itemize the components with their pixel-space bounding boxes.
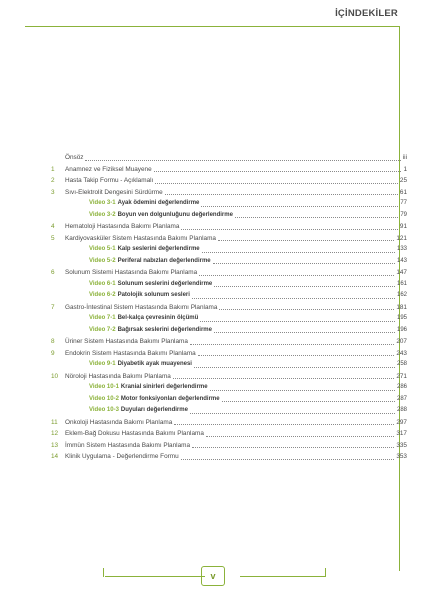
dot-leader — [202, 251, 395, 253]
toc-entry[interactable] — [51, 440, 407, 452]
table-of-contents — [51, 152, 407, 463]
toc-video-entry[interactable] — [51, 382, 407, 394]
toc-page-number: 133 — [396, 246, 407, 252]
toc-entry-text: Kalp seslerini değerlendirme — [117, 246, 200, 252]
page-number: v — [201, 566, 225, 586]
toc-entry-text: Hasta Takip Formu - Açıklamalı — [65, 177, 154, 184]
toc-page-number: 243 — [396, 349, 407, 357]
toc-entry-title — [65, 233, 216, 245]
toc-page-number: 77 — [400, 200, 407, 206]
toc-entry[interactable] — [51, 233, 407, 245]
toc-entry-text: Duyuları değerlendirme — [120, 407, 188, 413]
toc-entry-number: 14 — [51, 453, 59, 460]
toc-entry-title — [65, 451, 179, 463]
toc-entry[interactable] — [51, 336, 407, 348]
toc-entry-number: 7 — [51, 303, 55, 311]
toc-page-number: 196 — [396, 326, 407, 333]
video-label: Video 6-2 — [89, 292, 116, 298]
toc-entry-text: Onkoloji Hastasında Bakımı Planlama — [65, 418, 173, 426]
toc-entry-text: Bel-kalça çevresinin ölçümü — [117, 315, 199, 321]
toc-page-number: 61 — [399, 188, 407, 196]
toc-entry-number: 13 — [51, 441, 59, 449]
toc-entry-number: 9 — [51, 349, 55, 357]
toc-entry[interactable] — [51, 371, 407, 383]
toc-entry-text: Bağırsak seslerini değerlendirme — [117, 326, 212, 333]
toc-page-number: 317 — [396, 430, 407, 437]
toc-entry[interactable] — [51, 267, 407, 279]
toc-entry-text: Önsöz — [65, 154, 84, 161]
toc-entry[interactable] — [51, 302, 407, 314]
dot-leader — [222, 400, 395, 402]
toc-entry[interactable] — [51, 221, 407, 233]
toc-entry-title — [65, 348, 196, 360]
toc-entry[interactable] — [51, 175, 407, 187]
toc-page-number: 147 — [396, 269, 407, 276]
toc-entry-number: 11 — [51, 418, 58, 426]
toc-entry-title — [65, 394, 220, 406]
toc-page-number: 143 — [396, 257, 407, 264]
dot-leader — [219, 308, 394, 310]
toc-page-number: 121 — [396, 234, 407, 242]
dot-leader — [154, 170, 402, 172]
dot-leader — [213, 262, 395, 264]
dot-leader — [218, 239, 394, 241]
toc-video-entry[interactable] — [51, 290, 407, 302]
toc-entry-title — [65, 371, 171, 383]
page-header-title: İÇİNDEKİLER — [335, 8, 398, 19]
toc-entry-title — [65, 221, 179, 233]
toc-page-number: 335 — [396, 441, 407, 449]
toc-entry[interactable] — [51, 417, 407, 429]
toc-entry-text: Motor fonksiyonları değerlendirme — [120, 395, 220, 402]
toc-page-number: 297 — [396, 418, 407, 426]
toc-entry-text: Kranial sinirleri değerlendirme — [120, 384, 208, 390]
toc-page-number: 258 — [396, 361, 407, 367]
toc-entry-title — [65, 336, 188, 348]
footer-notch-right — [325, 568, 326, 577]
video-label: Video 3-1 — [89, 200, 116, 206]
toc-page-number: 271 — [396, 372, 407, 380]
toc-entry-title — [65, 187, 163, 199]
dot-leader — [190, 412, 395, 414]
video-label: Video 5-2 — [89, 257, 116, 264]
toc-video-entry[interactable] — [51, 359, 407, 371]
toc-page-number: 353 — [396, 453, 407, 460]
toc-video-entry[interactable] — [51, 210, 407, 222]
dot-leader — [165, 193, 398, 195]
toc-entry-text: Endokrin Sistem Hastasında Bakımı Planlama — [65, 349, 196, 357]
dot-leader — [214, 285, 395, 287]
toc-entry-title — [65, 267, 197, 279]
toc-entry-text: Kardiyovasküler Sistem Hastasında Bakımı Planlama — [65, 234, 216, 242]
toc-entry[interactable] — [51, 187, 407, 199]
toc-page-number: 207 — [396, 338, 407, 345]
video-label: Video 9-1 — [89, 361, 116, 367]
toc-video-entry[interactable] — [51, 244, 407, 256]
toc-entry-text: Sıvı-Elektrolit Dengesini Sürdürme — [65, 188, 163, 196]
toc-entry[interactable] — [51, 451, 407, 463]
dot-leader — [173, 377, 394, 379]
dot-leader — [199, 274, 394, 276]
toc-entry-title — [65, 198, 199, 210]
video-label: Video 5-1 — [89, 246, 116, 252]
toc-entry-text: Üriner Sistem Hastasında Bakımı Planlama — [65, 338, 188, 345]
toc-entry-number: 5 — [51, 234, 55, 242]
toc-page-number: 287 — [396, 395, 407, 402]
footer-rule-right — [240, 576, 325, 577]
toc-entry-title — [65, 405, 188, 417]
toc-page-number: 1 — [403, 165, 407, 173]
toc-entry-title — [65, 279, 212, 291]
dot-leader — [198, 354, 395, 356]
toc-entry-title — [65, 440, 190, 452]
toc-entry-text: Hematoloji Hastasında Bakımı Planlama — [65, 223, 180, 230]
toc-page-number: 91 — [399, 223, 407, 230]
toc-entry-text: Gastro-İntestinal Sistem Hastasında Bakımı Planlama — [65, 303, 218, 311]
footer-notch-left — [103, 568, 104, 577]
toc-entry-text: Boyun ven dolgunluğunu değerlendirme — [117, 211, 233, 218]
toc-video-entry[interactable] — [51, 394, 407, 406]
toc-entry-number: 12 — [51, 430, 59, 437]
toc-entry-text: Solunum seslerini değerlendirme — [117, 280, 213, 287]
dot-leader — [201, 205, 398, 207]
toc-page-number: 161 — [396, 280, 407, 287]
toc-page-number: iii — [402, 154, 407, 161]
toc-entry-text: Ayak ödemini değerlendirme — [117, 200, 200, 206]
dot-leader — [174, 423, 394, 425]
toc-entry-title — [65, 244, 200, 256]
toc-entry-number: 4 — [51, 223, 55, 230]
toc-entry-text: Diyabetik ayak muayenesi — [117, 361, 192, 367]
toc-entry-number: 1 — [51, 165, 55, 173]
dot-leader — [85, 159, 400, 161]
dot-leader — [190, 343, 394, 345]
toc-entry-title — [65, 313, 198, 325]
toc-video-entry[interactable] — [51, 256, 407, 268]
dot-leader — [235, 216, 398, 218]
toc-page-number: 162 — [396, 292, 407, 298]
toc-entry-title — [65, 382, 208, 394]
video-label: Video 7-1 — [89, 315, 116, 321]
toc-entry-title — [65, 290, 190, 302]
top-rule — [25, 26, 400, 27]
toc-entry-title — [65, 256, 211, 268]
video-label: Video 3-2 — [89, 211, 116, 218]
toc-entry-text: Solunum Sistemi Hastasında Bakımı Planlama — [65, 269, 198, 276]
toc-entry-text: Eklem-Bağ Dokusu Hastasında Bakımı Planlama — [65, 430, 204, 437]
toc-entry-number: 6 — [51, 269, 55, 276]
toc-entry-text: Nöroloji Hastasında Bakımı Planlama — [65, 372, 171, 380]
toc-page-number: 79 — [400, 211, 407, 218]
dot-leader — [192, 297, 395, 299]
dot-leader — [210, 389, 395, 391]
toc-page-number: 181 — [396, 303, 407, 311]
toc-entry-number: 3 — [51, 188, 55, 196]
dot-leader — [214, 331, 395, 333]
toc-video-entry[interactable] — [51, 279, 407, 291]
toc-video-entry[interactable] — [51, 313, 407, 325]
toc-video-entry[interactable] — [51, 325, 407, 337]
toc-page-number: 288 — [396, 407, 407, 413]
toc-entry-text: Periferal nabızları değerlendirme — [117, 257, 211, 264]
video-label: Video 10-3 — [89, 407, 119, 413]
toc-entry-title — [65, 417, 172, 429]
toc-entry-title — [65, 428, 204, 440]
toc-video-entry[interactable] — [51, 198, 407, 210]
dot-leader — [200, 320, 395, 322]
toc-entry-title — [65, 152, 83, 164]
toc-entry-title — [65, 164, 152, 176]
toc-video-entry[interactable] — [51, 405, 407, 417]
dot-leader — [192, 446, 394, 448]
toc-page-number: 195 — [396, 315, 407, 321]
toc-entry-title — [65, 175, 153, 187]
toc-entry-text: Patolojik solunum sesleri — [117, 292, 190, 298]
toc-entry[interactable] — [51, 348, 407, 360]
dot-leader — [206, 435, 394, 437]
dot-leader — [155, 182, 398, 184]
toc-entry-number: 2 — [51, 177, 55, 184]
toc-entry[interactable] — [51, 428, 407, 440]
toc-entry-number: 10 — [51, 372, 59, 380]
dot-leader — [181, 458, 395, 460]
dot-leader — [194, 366, 395, 368]
footer-rule-left — [105, 576, 205, 577]
toc-page-number: 286 — [396, 384, 407, 390]
toc-entry-number: 8 — [51, 338, 55, 345]
toc-entry-text: İmmün Sistem Hastasında Bakımı Planlama — [65, 441, 191, 449]
dot-leader — [181, 228, 398, 230]
toc-entry-title — [65, 325, 212, 337]
toc-entry-title — [65, 210, 233, 222]
toc-entry-text: Anamnez ve Fiziksel Muayene — [65, 165, 152, 173]
video-label: Video 10-1 — [89, 384, 119, 390]
toc-entry-title — [65, 302, 217, 314]
video-label: Video 7-2 — [89, 326, 116, 333]
video-label: Video 10-2 — [89, 395, 119, 402]
toc-entry-title — [65, 359, 192, 371]
toc-entry[interactable] — [51, 164, 407, 176]
video-label: Video 6-1 — [89, 280, 116, 287]
toc-page-number: 25 — [399, 177, 407, 184]
toc-entry-text: Klinik Uygulama - Değerlendirme Formu — [65, 453, 179, 460]
toc-entry[interactable] — [51, 152, 407, 164]
